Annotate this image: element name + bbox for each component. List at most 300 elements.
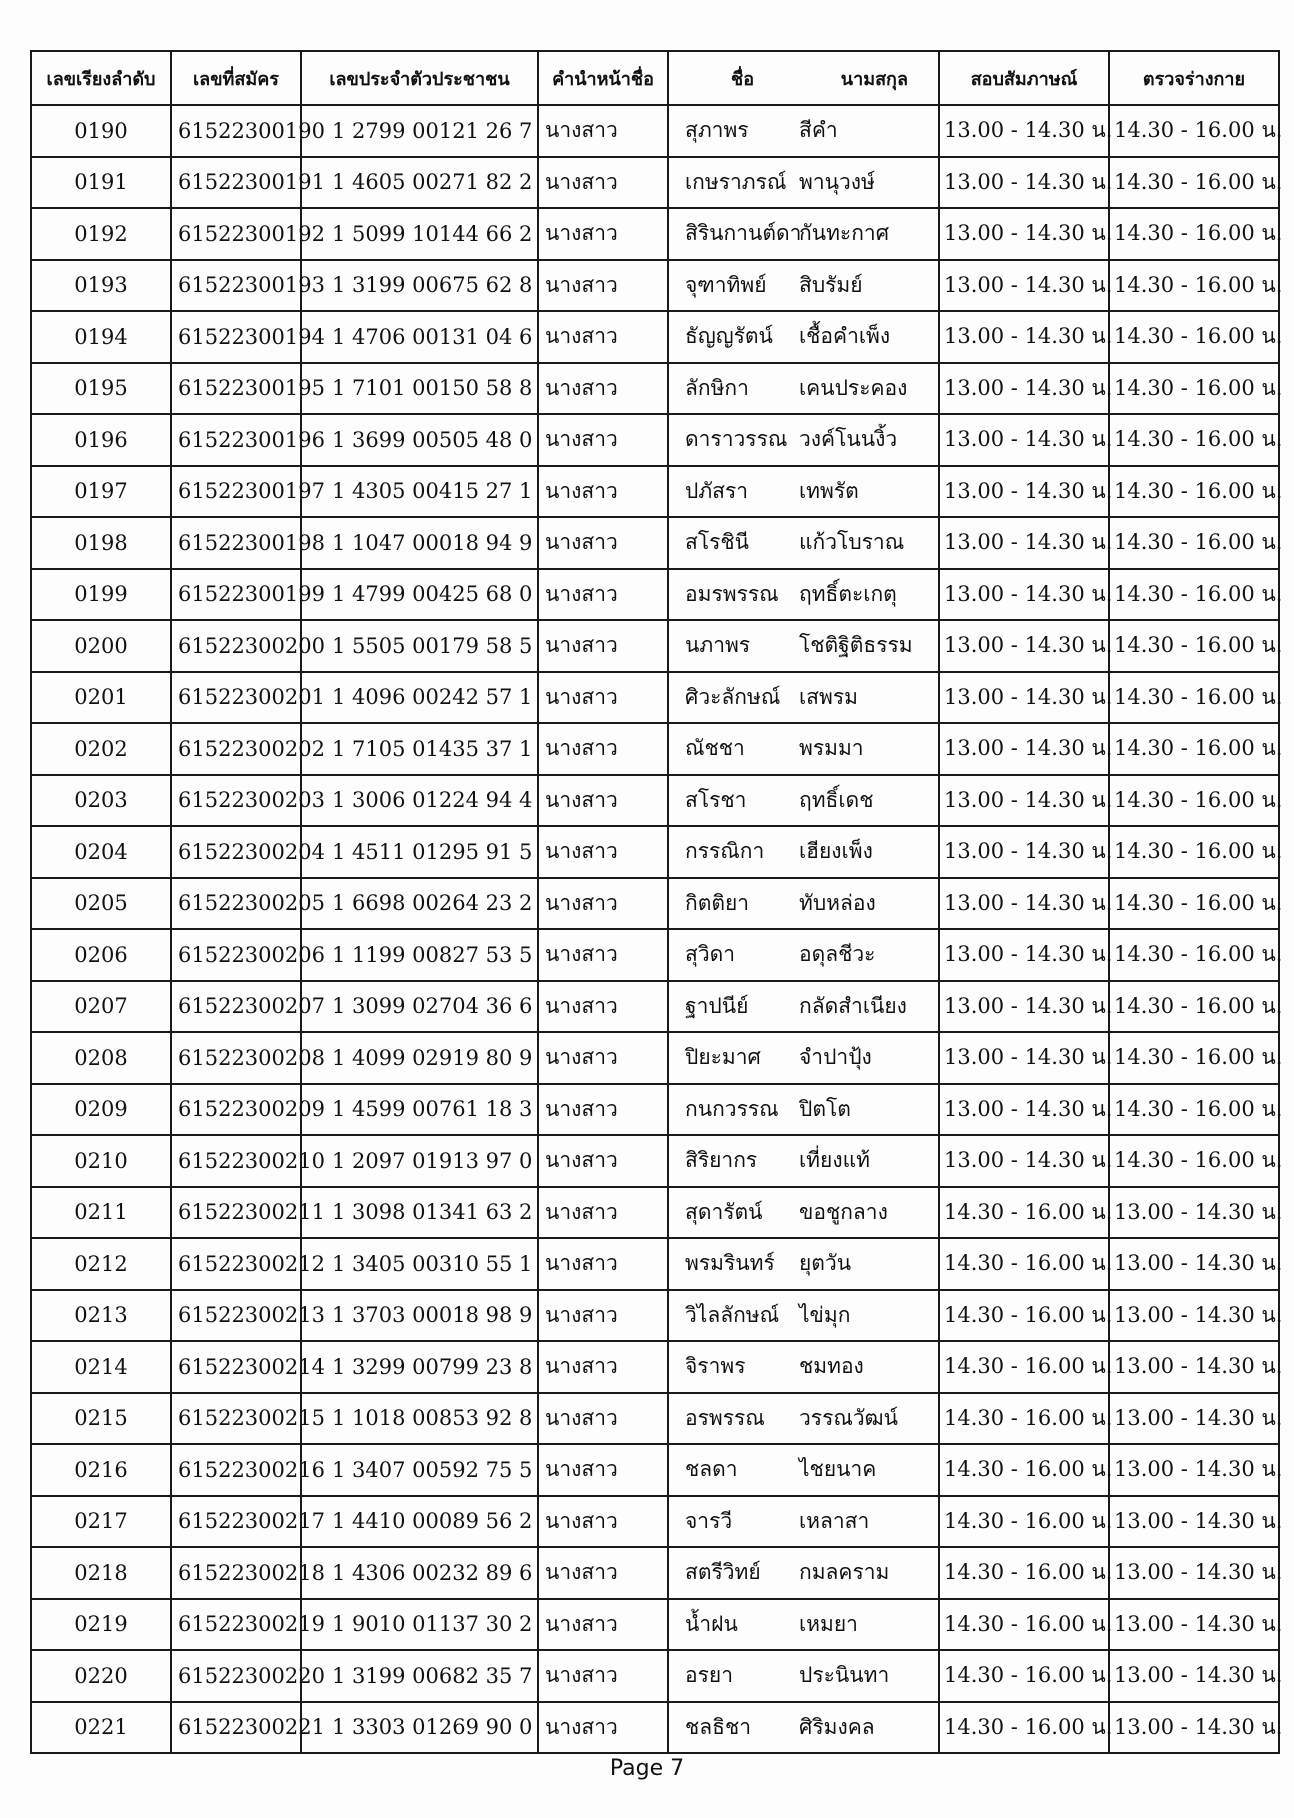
cell-title: นางสาว: [538, 620, 668, 672]
cell-application-no: 61522300208: [171, 1032, 301, 1084]
header-seq: เลขเรียงลำดับ: [31, 51, 171, 105]
cell-first-name: กนกวรรณ: [685, 1096, 779, 1121]
cell-last-name: กลัดสำเนียง: [799, 993, 907, 1018]
cell-application-no: 61522300216: [171, 1444, 301, 1496]
cell-title: นางสาว: [538, 1496, 668, 1548]
header-interview: สอบสัมภาษณ์: [939, 51, 1109, 105]
cell-application-no: 61522300217: [171, 1496, 301, 1548]
cell-title: นางสาว: [538, 363, 668, 415]
cell-interview-time: 14.30 - 16.00 น.: [939, 1238, 1109, 1290]
cell-interview-time: 13.00 - 14.30 น.: [939, 260, 1109, 312]
cell-seq: 0211: [31, 1187, 171, 1239]
cell-last-name: เทพรัต: [799, 478, 859, 503]
cell-seq: 0214: [31, 1341, 171, 1393]
cell-exam-time: 14.30 - 16.00 น.: [1109, 1084, 1279, 1136]
cell-citizen-id: 1 4410 00089 56 2: [301, 1496, 538, 1548]
table-row: [31, 1290, 1279, 1342]
cell-interview-time: 13.00 - 14.30 น.: [939, 157, 1109, 209]
cell-interview-time: 14.30 - 16.00 น.: [939, 1702, 1109, 1754]
page-number: Page 7: [609, 1756, 685, 1781]
cell-full-name: [668, 1444, 939, 1496]
cell-citizen-id: 1 9010 01137 30 2: [301, 1599, 538, 1651]
cell-seq: 0212: [31, 1238, 171, 1290]
cell-title: นางสาว: [538, 826, 668, 878]
cell-title: นางสาว: [538, 1599, 668, 1651]
table-row: [31, 1650, 1279, 1702]
cell-full-name: [668, 620, 939, 672]
cell-interview-time: 13.00 - 14.30 น.: [939, 620, 1109, 672]
cell-title: นางสาว: [538, 569, 668, 621]
cell-application-no: 61522300192: [171, 208, 301, 260]
cell-title: นางสาว: [538, 1341, 668, 1393]
cell-title: นางสาว: [538, 723, 668, 775]
cell-application-no: 61522300214: [171, 1341, 301, 1393]
header-last-name: นามสกุล: [840, 68, 908, 90]
cell-first-name: ปิยะมาศ: [685, 1045, 761, 1070]
cell-interview-time: 13.00 - 14.30 น.: [939, 466, 1109, 518]
cell-seq: 0201: [31, 672, 171, 724]
cell-first-name: พรมรินทร์: [685, 1251, 775, 1276]
cell-exam-time: 14.30 - 16.00 น.: [1109, 620, 1279, 672]
cell-first-name: จารวี: [685, 1508, 733, 1533]
cell-last-name: อดุลชีวะ: [799, 942, 876, 967]
cell-full-name: [668, 672, 939, 724]
cell-title: นางสาว: [538, 929, 668, 981]
cell-seq: 0193: [31, 260, 171, 312]
cell-application-no: 61522300204: [171, 826, 301, 878]
cell-first-name: สุภาพร: [685, 118, 749, 143]
cell-exam-time: 14.30 - 16.00 น.: [1109, 414, 1279, 466]
table-row: [31, 929, 1279, 981]
table-row: [31, 517, 1279, 569]
cell-last-name: ทับหล่อง: [799, 890, 876, 915]
cell-seq: 0213: [31, 1290, 171, 1342]
cell-seq: 0192: [31, 208, 171, 260]
table-row: [31, 1599, 1279, 1651]
cell-full-name: [668, 1238, 939, 1290]
cell-last-name: เคนประคอง: [799, 375, 908, 400]
cell-seq: 0196: [31, 414, 171, 466]
cell-last-name: วรรณวัฒน์: [799, 1405, 898, 1430]
cell-first-name: ณัชชา: [685, 736, 745, 761]
cell-full-name: [668, 1702, 939, 1754]
cell-application-no: 61522300198: [171, 517, 301, 569]
cell-seq: 0220: [31, 1650, 171, 1702]
cell-title: นางสาว: [538, 517, 668, 569]
cell-interview-time: 13.00 - 14.30 น.: [939, 517, 1109, 569]
table-row: [31, 723, 1279, 775]
cell-full-name: [668, 208, 939, 260]
cell-interview-time: 14.30 - 16.00 น.: [939, 1290, 1109, 1342]
cell-full-name: [668, 1393, 939, 1445]
cell-exam-time: 14.30 - 16.00 น.: [1109, 363, 1279, 415]
cell-seq: 0198: [31, 517, 171, 569]
cell-exam-time: 14.30 - 16.00 น.: [1109, 981, 1279, 1033]
header-citizen-id: เลขประจำตัวประชาชน: [301, 51, 538, 105]
cell-citizen-id: 1 2799 00121 26 7: [301, 105, 538, 157]
cell-interview-time: 13.00 - 14.30 น.: [939, 826, 1109, 878]
cell-application-no: 61522300205: [171, 878, 301, 930]
cell-full-name: [668, 1135, 939, 1187]
cell-title: นางสาว: [538, 1702, 668, 1754]
cell-application-no: 61522300190: [171, 105, 301, 157]
cell-first-name: สตรีวิทย์: [685, 1560, 761, 1585]
cell-interview-time: 13.00 - 14.30 น.: [939, 569, 1109, 621]
cell-title: นางสาว: [538, 1290, 668, 1342]
cell-application-no: 61522300202: [171, 723, 301, 775]
header-first-name: ชื่อ: [731, 68, 755, 90]
table-row: [31, 414, 1279, 466]
cell-seq: 0210: [31, 1135, 171, 1187]
cell-last-name: ศิริมงคล: [799, 1714, 875, 1739]
cell-interview-time: 13.00 - 14.30 น.: [939, 981, 1109, 1033]
cell-full-name: [668, 1187, 939, 1239]
cell-title: นางสาว: [538, 260, 668, 312]
cell-full-name: [668, 414, 939, 466]
cell-application-no: 61522300199: [171, 569, 301, 621]
cell-citizen-id: 1 1018 00853 92 8: [301, 1393, 538, 1445]
cell-last-name: สีคำ: [799, 118, 838, 143]
cell-seq: 0216: [31, 1444, 171, 1496]
cell-last-name: ฤทธิ์ตะเกตุ: [799, 581, 897, 606]
cell-citizen-id: 1 4306 00232 89 6: [301, 1547, 538, 1599]
cell-interview-time: 13.00 - 14.30 น.: [939, 723, 1109, 775]
cell-citizen-id: 1 3199 00682 35 7: [301, 1650, 538, 1702]
cell-citizen-id: 1 4305 00415 27 1: [301, 466, 538, 518]
cell-application-no: 61522300215: [171, 1393, 301, 1445]
cell-full-name: [668, 1290, 939, 1342]
header-title: คำนำหน้าชื่อ: [538, 51, 668, 105]
cell-full-name: [668, 1341, 939, 1393]
cell-interview-time: 13.00 - 14.30 น.: [939, 1032, 1109, 1084]
table-row: [31, 569, 1279, 621]
cell-first-name: สโรชา: [685, 787, 747, 812]
cell-exam-time: 14.30 - 16.00 น.: [1109, 1135, 1279, 1187]
cell-last-name: จำปาปุ้ง: [799, 1045, 872, 1070]
cell-exam-time: 14.30 - 16.00 น.: [1109, 208, 1279, 260]
header-physical-exam: ตรวจร่างกาย: [1109, 51, 1279, 105]
cell-interview-time: 13.00 - 14.30 น.: [939, 775, 1109, 827]
cell-exam-time: 13.00 - 14.30 น.: [1109, 1650, 1279, 1702]
table-row: [31, 826, 1279, 878]
table-row: [31, 878, 1279, 930]
cell-last-name: กันทะกาศ: [799, 221, 890, 246]
cell-first-name: ศิวะลักษณ์: [685, 684, 781, 709]
table-row: [31, 1393, 1279, 1445]
cell-full-name: [668, 929, 939, 981]
cell-first-name: ชลดา: [685, 1457, 738, 1482]
cell-first-name: เกษราภรณ์: [685, 169, 787, 194]
cell-full-name: [668, 775, 939, 827]
table-body: [31, 105, 1283, 1753]
table-row: [31, 1702, 1279, 1754]
table-row: [31, 311, 1279, 363]
cell-last-name: ประนินทา: [799, 1663, 890, 1688]
cell-title: นางสาว: [538, 878, 668, 930]
cell-citizen-id: 1 3407 00592 75 5: [301, 1444, 538, 1496]
cell-seq: 0190: [31, 105, 171, 157]
cell-citizen-id: 1 4099 02919 80 9: [301, 1032, 538, 1084]
cell-exam-time: 13.00 - 14.30 น.: [1109, 1599, 1279, 1651]
cell-application-no: 61522300191: [171, 157, 301, 209]
cell-full-name: [668, 569, 939, 621]
cell-last-name: ปิตโต: [799, 1096, 851, 1121]
cell-first-name: สิริยากร: [685, 1148, 758, 1173]
table-row: [31, 157, 1279, 209]
cell-title: นางสาว: [538, 1032, 668, 1084]
cell-application-no: 61522300213: [171, 1290, 301, 1342]
cell-title: นางสาว: [538, 1187, 668, 1239]
cell-seq: 0191: [31, 157, 171, 209]
table-row: [31, 1084, 1279, 1136]
cell-citizen-id: 1 3299 00799 23 8: [301, 1341, 538, 1393]
cell-title: นางสาว: [538, 414, 668, 466]
table-row: [31, 620, 1279, 672]
cell-exam-time: 13.00 - 14.30 น.: [1109, 1187, 1279, 1239]
cell-first-name: น้ำฝน: [685, 1611, 738, 1636]
cell-application-no: 61522300195: [171, 363, 301, 415]
cell-interview-time: 14.30 - 16.00 น.: [939, 1444, 1109, 1496]
cell-full-name: [668, 260, 939, 312]
cell-seq: 0203: [31, 775, 171, 827]
cell-exam-time: 14.30 - 16.00 น.: [1109, 569, 1279, 621]
cell-application-no: 61522300203: [171, 775, 301, 827]
table-row: [31, 981, 1279, 1033]
cell-title: นางสาว: [538, 1238, 668, 1290]
table-row: [31, 1187, 1279, 1239]
cell-full-name: [668, 466, 939, 518]
cell-citizen-id: 1 3098 01341 63 2: [301, 1187, 538, 1239]
cell-title: นางสาว: [538, 157, 668, 209]
cell-exam-time: 14.30 - 16.00 น.: [1109, 157, 1279, 209]
table-row: [31, 1341, 1279, 1393]
cell-citizen-id: 1 4096 00242 57 1: [301, 672, 538, 724]
cell-citizen-id: 1 3699 00505 48 0: [301, 414, 538, 466]
cell-last-name: เที่ยงแท้: [799, 1148, 870, 1173]
header-name: [668, 51, 939, 105]
cell-citizen-id: 1 3703 00018 98 9: [301, 1290, 538, 1342]
cell-title: นางสาว: [538, 1084, 668, 1136]
cell-citizen-id: 1 1047 00018 94 9: [301, 517, 538, 569]
cell-interview-time: 13.00 - 14.30 น.: [939, 878, 1109, 930]
cell-interview-time: 13.00 - 14.30 น.: [939, 1135, 1109, 1187]
cell-application-no: 61522300207: [171, 981, 301, 1033]
cell-interview-time: 14.30 - 16.00 น.: [939, 1187, 1109, 1239]
cell-exam-time: 13.00 - 14.30 น.: [1109, 1238, 1279, 1290]
cell-seq: 0218: [31, 1547, 171, 1599]
cell-full-name: [668, 157, 939, 209]
cell-interview-time: 14.30 - 16.00 น.: [939, 1341, 1109, 1393]
cell-exam-time: 14.30 - 16.00 น.: [1109, 723, 1279, 775]
cell-seq: 0197: [31, 466, 171, 518]
cell-interview-time: 13.00 - 14.30 น.: [939, 311, 1109, 363]
cell-title: นางสาว: [538, 1650, 668, 1702]
cell-first-name: ฐาปนีย์: [685, 993, 749, 1018]
cell-title: นางสาว: [538, 981, 668, 1033]
cell-full-name: [668, 517, 939, 569]
cell-first-name: สโรชินี: [685, 530, 749, 555]
cell-application-no: 61522300200: [171, 620, 301, 672]
cell-last-name: กมลคราม: [799, 1560, 890, 1585]
cell-first-name: อมรพรรณ: [685, 581, 779, 606]
cell-exam-time: 13.00 - 14.30 น.: [1109, 1702, 1279, 1754]
cell-exam-time: 14.30 - 16.00 น.: [1109, 775, 1279, 827]
cell-exam-time: 13.00 - 14.30 น.: [1109, 1547, 1279, 1599]
table-row: [31, 775, 1279, 827]
cell-exam-time: 14.30 - 16.00 น.: [1109, 517, 1279, 569]
cell-seq: 0206: [31, 929, 171, 981]
cell-application-no: 61522300211: [171, 1187, 301, 1239]
cell-application-no: 61522300220: [171, 1650, 301, 1702]
cell-seq: 0195: [31, 363, 171, 415]
cell-exam-time: 14.30 - 16.00 น.: [1109, 260, 1279, 312]
cell-citizen-id: 1 3006 01224 94 4: [301, 775, 538, 827]
cell-citizen-id: 1 7101 00150 58 8: [301, 363, 538, 415]
cell-application-no: 61522300194: [171, 311, 301, 363]
cell-interview-time: 13.00 - 14.30 น.: [939, 105, 1109, 157]
cell-first-name: อรยา: [685, 1663, 733, 1688]
cell-seq: 0221: [31, 1702, 171, 1754]
cell-last-name: เฮียงเพ็ง: [799, 839, 873, 864]
cell-citizen-id: 1 4599 00761 18 3: [301, 1084, 538, 1136]
cell-title: นางสาว: [538, 1135, 668, 1187]
cell-interview-time: 13.00 - 14.30 น.: [939, 208, 1109, 260]
table-row: [31, 363, 1279, 415]
cell-citizen-id: 1 5505 00179 58 5: [301, 620, 538, 672]
cell-title: นางสาว: [538, 1444, 668, 1496]
table-row: [31, 1135, 1279, 1187]
cell-first-name: วิไลลักษณ์: [685, 1302, 780, 1327]
cell-last-name: ไชยนาค: [799, 1457, 877, 1482]
header-application-no: เลขที่สมัคร: [171, 51, 301, 105]
table-row: [31, 260, 1279, 312]
cell-seq: 0205: [31, 878, 171, 930]
cell-exam-time: 14.30 - 16.00 น.: [1109, 1032, 1279, 1084]
cell-seq: 0199: [31, 569, 171, 621]
cell-first-name: สุวิดา: [685, 942, 736, 967]
cell-title: นางสาว: [538, 311, 668, 363]
cell-application-no: 61522300210: [171, 1135, 301, 1187]
cell-interview-time: 14.30 - 16.00 น.: [939, 1650, 1109, 1702]
cell-exam-time: 14.30 - 16.00 น.: [1109, 311, 1279, 363]
cell-last-name: วงค์โนนงิ้ว: [799, 427, 898, 452]
cell-seq: 0200: [31, 620, 171, 672]
cell-exam-time: 14.30 - 16.00 น.: [1109, 929, 1279, 981]
cell-seq: 0215: [31, 1393, 171, 1445]
cell-application-no: 61522300206: [171, 929, 301, 981]
cell-last-name: พรมมา: [799, 736, 864, 761]
cell-citizen-id: 1 3099 02704 36 6: [301, 981, 538, 1033]
cell-exam-time: 14.30 - 16.00 น.: [1109, 878, 1279, 930]
cell-citizen-id: 1 1199 00827 53 5: [301, 929, 538, 981]
cell-last-name: เหลาสา: [799, 1508, 870, 1533]
cell-first-name: กิตติยา: [685, 890, 750, 915]
table-row: [31, 672, 1279, 724]
cell-application-no: 61522300193: [171, 260, 301, 312]
cell-citizen-id: 1 4511 01295 91 5: [301, 826, 538, 878]
table-row: [31, 1547, 1279, 1599]
cell-title: นางสาว: [538, 105, 668, 157]
cell-first-name: นภาพร: [685, 633, 751, 658]
cell-interview-time: 13.00 - 14.30 น.: [939, 414, 1109, 466]
cell-first-name: ลักษิกา: [685, 375, 749, 400]
cell-title: นางสาว: [538, 208, 668, 260]
cell-interview-time: 13.00 - 14.30 น.: [939, 363, 1109, 415]
cell-application-no: 61522300219: [171, 1599, 301, 1651]
cell-first-name: ธัญญรัตน์: [685, 324, 773, 349]
cell-citizen-id: 1 4799 00425 68 0: [301, 569, 538, 621]
cell-full-name: [668, 311, 939, 363]
cell-full-name: [668, 723, 939, 775]
cell-exam-time: 14.30 - 16.00 น.: [1109, 466, 1279, 518]
cell-seq: 0217: [31, 1496, 171, 1548]
cell-first-name: จิราพร: [685, 1354, 746, 1379]
cell-title: นางสาว: [538, 466, 668, 518]
cell-title: นางสาว: [538, 672, 668, 724]
cell-exam-time: 13.00 - 14.30 น.: [1109, 1290, 1279, 1342]
cell-first-name: ชลธิชา: [685, 1714, 751, 1739]
cell-interview-time: 13.00 - 14.30 น.: [939, 1084, 1109, 1136]
table-row: [31, 105, 1279, 157]
cell-last-name: ชมทอง: [799, 1354, 864, 1379]
cell-last-name: ขอชูกลาง: [799, 1199, 888, 1224]
cell-first-name: จุฑาทิพย์: [685, 272, 767, 297]
cell-citizen-id: 1 5099 10144 66 2: [301, 208, 538, 260]
cell-full-name: [668, 878, 939, 930]
cell-exam-time: 13.00 - 14.30 น.: [1109, 1496, 1279, 1548]
cell-application-no: 61522300197: [171, 466, 301, 518]
cell-application-no: 61522300218: [171, 1547, 301, 1599]
cell-citizen-id: 1 3303 01269 90 0: [301, 1702, 538, 1754]
cell-last-name: เสพรม: [799, 684, 858, 709]
cell-citizen-id: 1 4706 00131 04 6: [301, 311, 538, 363]
cell-seq: 0209: [31, 1084, 171, 1136]
cell-interview-time: 14.30 - 16.00 น.: [939, 1599, 1109, 1651]
cell-full-name: [668, 1032, 939, 1084]
cell-title: นางสาว: [538, 1547, 668, 1599]
cell-exam-time: 13.00 - 14.30 น.: [1109, 1341, 1279, 1393]
cell-citizen-id: 1 2097 01913 97 0: [301, 1135, 538, 1187]
cell-citizen-id: 1 4605 00271 82 2: [301, 157, 538, 209]
cell-seq: 0219: [31, 1599, 171, 1651]
table-header: [31, 51, 1279, 105]
cell-full-name: [668, 1547, 939, 1599]
cell-interview-time: 14.30 - 16.00 น.: [939, 1547, 1109, 1599]
cell-full-name: [668, 1496, 939, 1548]
cell-last-name: ยุตวัน: [799, 1251, 852, 1276]
cell-last-name: สิบรัมย์: [799, 272, 863, 297]
cell-full-name: [668, 826, 939, 878]
cell-citizen-id: 1 7105 01435 37 1: [301, 723, 538, 775]
candidate-schedule-table: [30, 50, 1283, 1754]
cell-full-name: [668, 1650, 939, 1702]
cell-title: นางสาว: [538, 1393, 668, 1445]
cell-citizen-id: 1 3405 00310 55 1: [301, 1238, 538, 1290]
cell-first-name: กรรณิกา: [685, 839, 765, 864]
cell-first-name: สุดารัตน์: [685, 1199, 763, 1224]
cell-seq: 0204: [31, 826, 171, 878]
cell-seq: 0194: [31, 311, 171, 363]
header-row: [31, 51, 1279, 105]
cell-first-name: ดาราวรรณ: [685, 427, 788, 452]
cell-last-name: พานุวงษ์: [799, 169, 875, 194]
cell-last-name: เชื้อคำเพ็ง: [799, 324, 891, 349]
cell-exam-time: 14.30 - 16.00 น.: [1109, 672, 1279, 724]
cell-last-name: แก้วโบราณ: [799, 530, 905, 555]
cell-interview-time: 14.30 - 16.00 น.: [939, 1393, 1109, 1445]
cell-seq: 0208: [31, 1032, 171, 1084]
cell-exam-time: 13.00 - 14.30 น.: [1109, 1444, 1279, 1496]
